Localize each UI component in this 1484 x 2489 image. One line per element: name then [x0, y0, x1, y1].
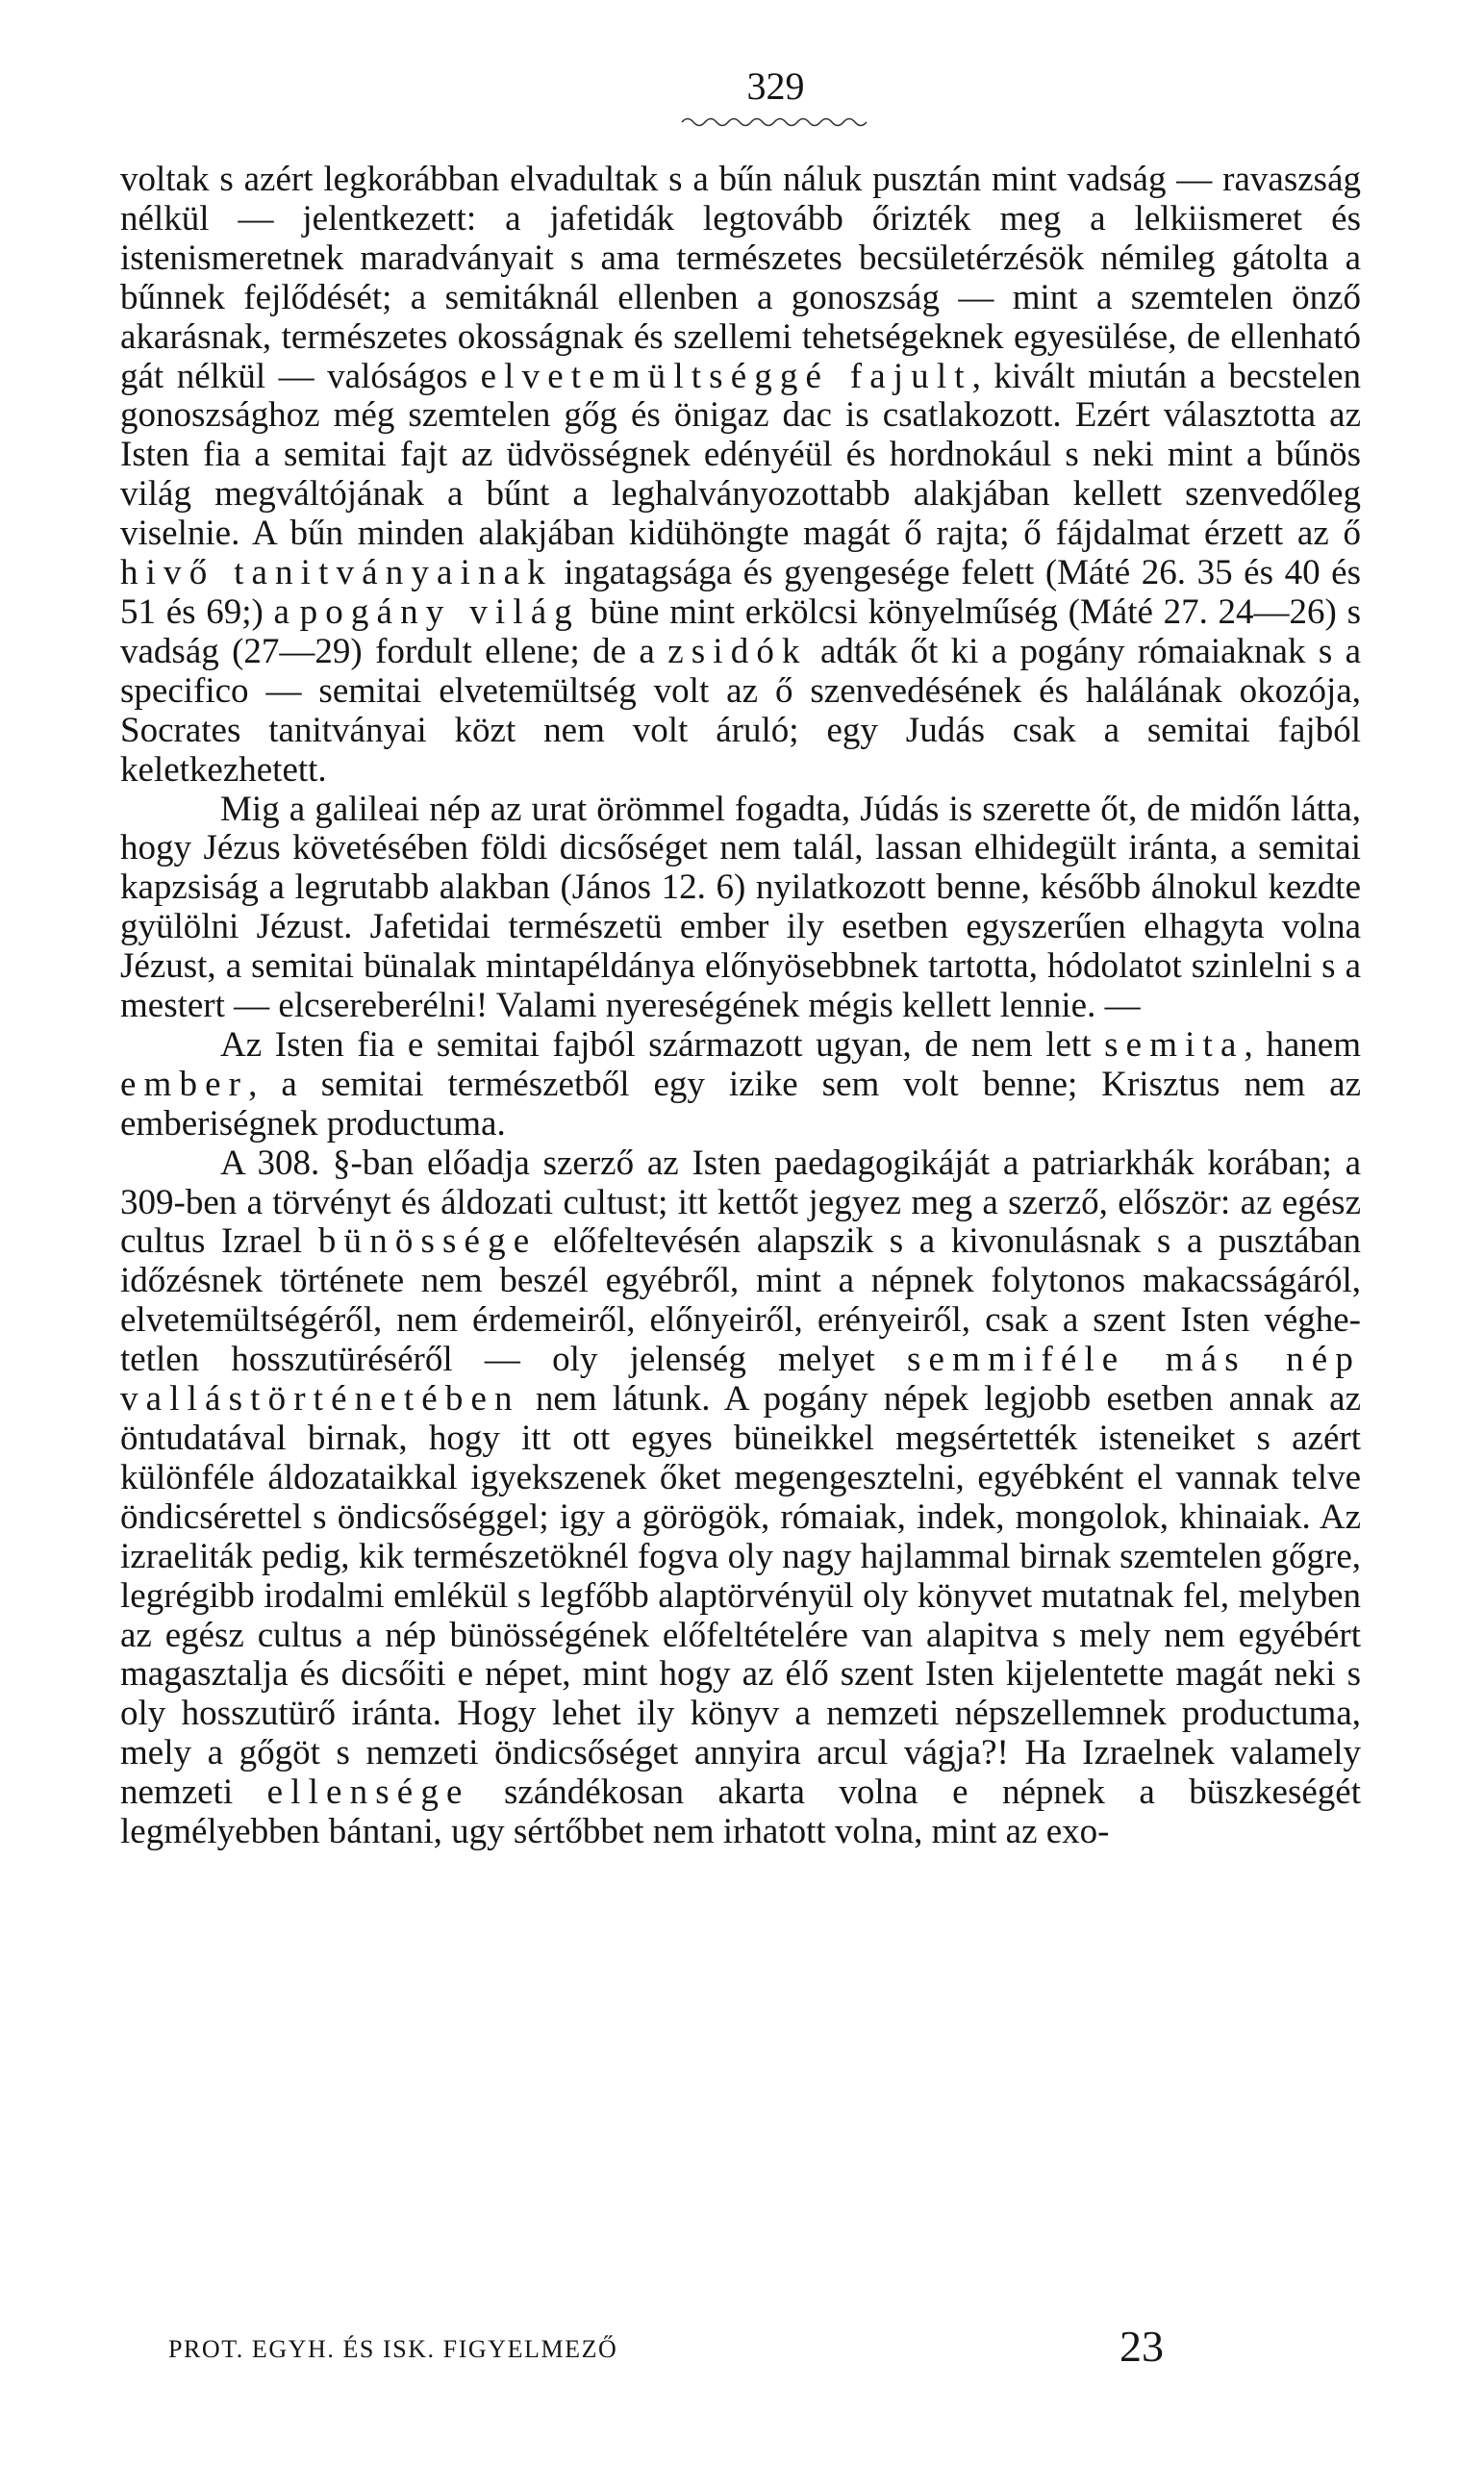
- text-run: szándékosan akarta volna e népnek a büszkeségét legmélyebben bántani, ugy sértőbbet nem irhatott volna, mint az exo-: [120, 1772, 1362, 1852]
- text-run: ingatagsága és gyengesége felett (Máté 26. 35 és 40 és 51 és 69;) a: [120, 553, 1361, 632]
- emphasized-text: elvetemültséggé fajult: [480, 356, 972, 396]
- page-header: [0, 62, 1484, 127]
- text-run: Az Isten fia e semitai fajból származott ugyan, de nem lett: [220, 1024, 1105, 1065]
- paragraph: [120, 161, 1361, 791]
- text-run: A 308. §-ban előadja szerző az Isten paedagogikáját a patriarkhák korában; a 309-ben a törvényt és áldozati cultust; itt kettőt jegyez meg a szerző, először: az egész cultus Izrael: [120, 1143, 1361, 1262]
- text-run: , hanem: [1244, 1024, 1362, 1065]
- page-number: 329: [746, 64, 805, 108]
- text-run: büne mint erkölcsi könyelműség (Máté 27. 24—26) s vadság (27—29) fordult ellene; de a: [120, 591, 1361, 671]
- paragraph: [120, 791, 1361, 1026]
- emphasized-text: semmiféle más nép vallástörténetében: [120, 1340, 1361, 1420]
- body-text: [120, 161, 1361, 1852]
- emphasized-text: zsidók: [667, 631, 808, 671]
- text-run: Mig a galileai nép az urat örömmel fogadta, Júdás is szerette őt, de midőn látta, hogy Jézus követésében földi dicsőséget nem talál, lassan elhidegült iránta, a semitai kapzsiság a legrutabb alakban (János 12. 6) nyilatkozott benne, később álnokul kezdte gyülölni Jézust. Jafetidai természetü ember ily esetben egyszerűen elhagyta volna Jézust, a semitai bünalak mintapéldánya előnyösebbnek tartotta, hódolatot szinlelni s a mestert — elcsereberélni! Valami nyereségének mégis kellett lennie. —: [120, 789, 1361, 1026]
- emphasized-text: semita: [1104, 1024, 1245, 1065]
- text-run: , kivált miután a becstelen gonoszsághoz még szemtelen gőg és önigaz dac is csatlakozott. Ezért választotta az Isten fia a semitai fajt az üdvösségnek edényéül és hordnokául s neki mint a bűnös világ megváltójának a bűnt a leghalványozottabb alakjában kellett szenvedőleg viselnie. A bűn minden alakjában kidühöngte magát ő rajta; ő fájdalmat érzett az ő: [120, 356, 1362, 554]
- text-run: voltak s azért legkorábban elvadultak s a bűn náluk pusztán mint vadság — ravaszság nélkül — jelentkezett: a jafetidák legtovább őrizték meg a lelkiismeret és istenismeretnek maradványait s ama természetes becsületérzésök némileg gátolta a bűnnek fejlődését; a semitáknál ellenben a gonoszság — mint a szemtelen önző akarásnak, természetes okosságnak és szellemi tehetségeknek egyesülése, de ellenható gát nélkül — valóságos: [120, 160, 1361, 396]
- paragraph: [120, 1144, 1361, 1852]
- text-run: nem látunk. A pogány népek legjobb esetben annak az öntudatával birnak, hogy itt ott egyes büneikkel megsértették isteneiket s azért különféle áldozataikkal igyekszenek őket megengesztelni, egyébként el vannak telve öndicsérettel s öndicsőséggel; igy a görögök, rómaiak, indek, mongolok, khinaiak. Az izraeliták pedig, kik természetöknél fogva oly nagy hajlammal birnak szemtelen gőgre, legrégibb irodalmi emlékül s legfőbb alaptörvényül oly könyvet mutatnak fel, melyben az egész cultus a nép bünösségének előfeltételére van alapitva s mely nem egyébért magasztalja és dicsőiti e népet, mint hogy az élő szent Isten kijelentette magát neki s oly hosszutürő iránta. Hogy lehet ily könyv a nemzeti népszellemnek productuma, mely a gőgöt s nemzeti öndicsőséget annyira arcul vágja?! Ha Izraelnek valamely nemzeti: [120, 1379, 1361, 1813]
- text-run: , a semitai természetből egy izike sem volt benne; Krisztus nem az emberiségnek productuma.: [120, 1064, 1361, 1144]
- emphasized-text: hivő tanitványainak: [120, 553, 553, 593]
- text-run: előfeltevésén alapszik s a kivonulásnak s a pusztában időzésnek története nem beszél egyébről, mint a népnek folytonos makacsságáról, elvetemültségéről, nem érdemeiről, előnyeiről, erényeiről, csak a szent Isten véghetetlen hosszutüréséről — oly jelenség melyet: [120, 1221, 1361, 1380]
- paragraph: [120, 1026, 1361, 1144]
- signature-mark: PROT. EGYH. ÉS ISK. FIGYELMEZŐ: [168, 2335, 618, 2363]
- text-run: adták őt ki a pogány rómaiaknak s a specifico — semitai elvetemültség volt az ő szenvedésének és halálának okozója, Socrates tanitványai közt nem volt áruló; egy Judás csak a semitai fajból keletkezhetett.: [120, 631, 1361, 790]
- emphasized-text: pogány világ: [299, 591, 580, 632]
- page-footer: [168, 2314, 1164, 2372]
- sheet-number: 23: [1119, 2322, 1164, 2371]
- emphasized-text: bünössége: [317, 1221, 538, 1262]
- emphasized-text: ember: [120, 1064, 249, 1104]
- wavy-rule-ornament: [613, 113, 872, 127]
- emphasized-text: ellensége: [266, 1772, 470, 1813]
